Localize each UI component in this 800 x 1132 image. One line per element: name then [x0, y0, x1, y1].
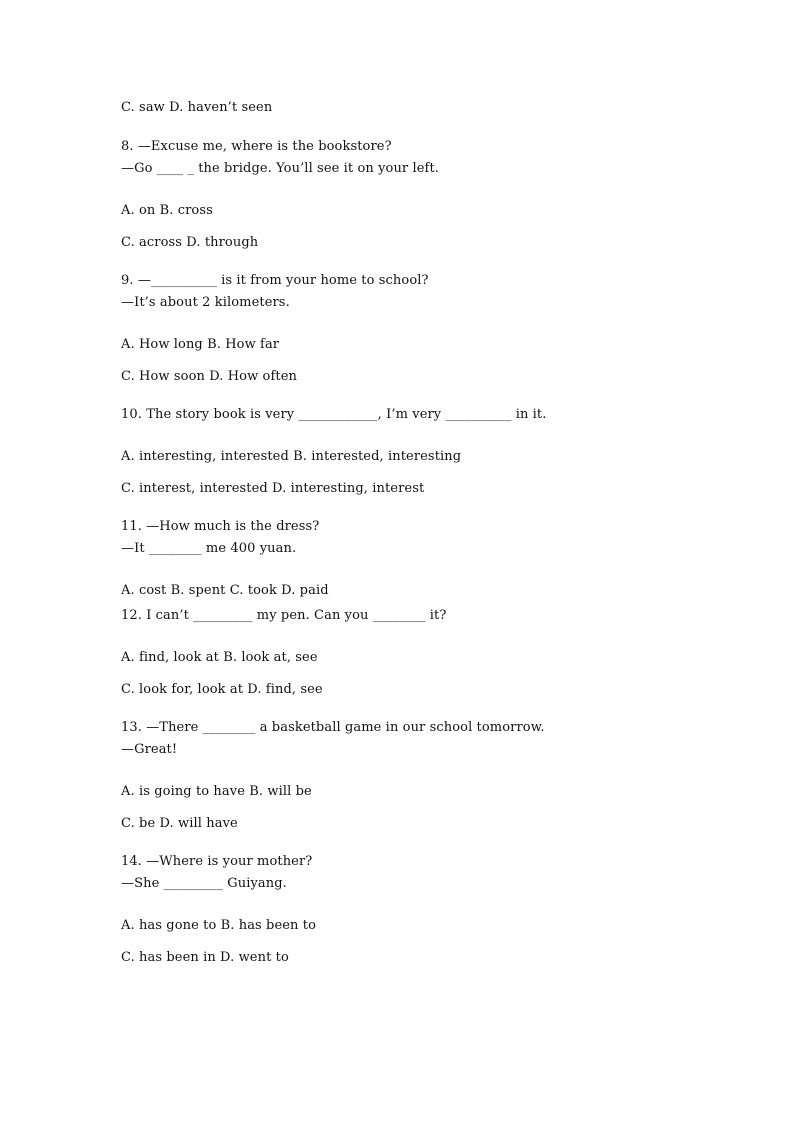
q8-options-ab: A. on B. cross	[121, 203, 213, 218]
q9-answer-line: —It’s about 2 kilometers.	[121, 295, 290, 310]
q12-options-ab: A. find, look at B. look at, see	[121, 650, 318, 665]
q9-question: 9. —__________ is it from your home to school?	[121, 273, 429, 288]
q10-options-cd: C. interest, interested D. interesting, interest	[121, 481, 425, 496]
q11-answer-line: —It ________ me 400 yuan.	[121, 541, 297, 556]
q7-options-cd: C. saw D. haven’t seen	[121, 100, 273, 115]
q8-question: 8. —Excuse me, where is the bookstore?	[121, 139, 392, 154]
q12-options-cd: C. look for, look at D. find, see	[121, 682, 323, 697]
q10-options-ab: A. interesting, interested B. interested, interesting	[121, 449, 462, 464]
q14-options-cd: C. has been in D. went to	[121, 950, 289, 965]
q9-options-cd: C. How soon D. How often	[121, 369, 297, 384]
q8-options-cd: C. across D. through	[121, 235, 259, 250]
q14-answer-line: —She _________ Guiyang.	[121, 876, 287, 891]
q12-question: 12. I can’t _________ my pen. Can you ________ it?	[121, 608, 447, 623]
q9-options-ab: A. How long B. How far	[121, 337, 280, 352]
q10-question: 10. The story book is very ____________, I’m very __________ in it.	[121, 407, 547, 422]
q11-question: 11. —How much is the dress?	[121, 519, 320, 534]
q14-question: 14. —Where is your mother?	[121, 854, 313, 869]
q8-answer-line: —Go ____ _ the bridge. You’ll see it on your left.	[121, 161, 440, 176]
q13-options-cd: C. be D. will have	[121, 816, 238, 831]
q14-options-ab: A. has gone to B. has been to	[121, 918, 317, 933]
q13-question: 13. —There ________ a basketball game in our school tomorrow.	[121, 720, 545, 735]
q13-options-ab: A. is going to have B. will be	[121, 784, 312, 799]
q11-options: A. cost B. spent C. took D. paid	[121, 583, 329, 598]
q13-answer-line: —Great!	[121, 742, 178, 757]
